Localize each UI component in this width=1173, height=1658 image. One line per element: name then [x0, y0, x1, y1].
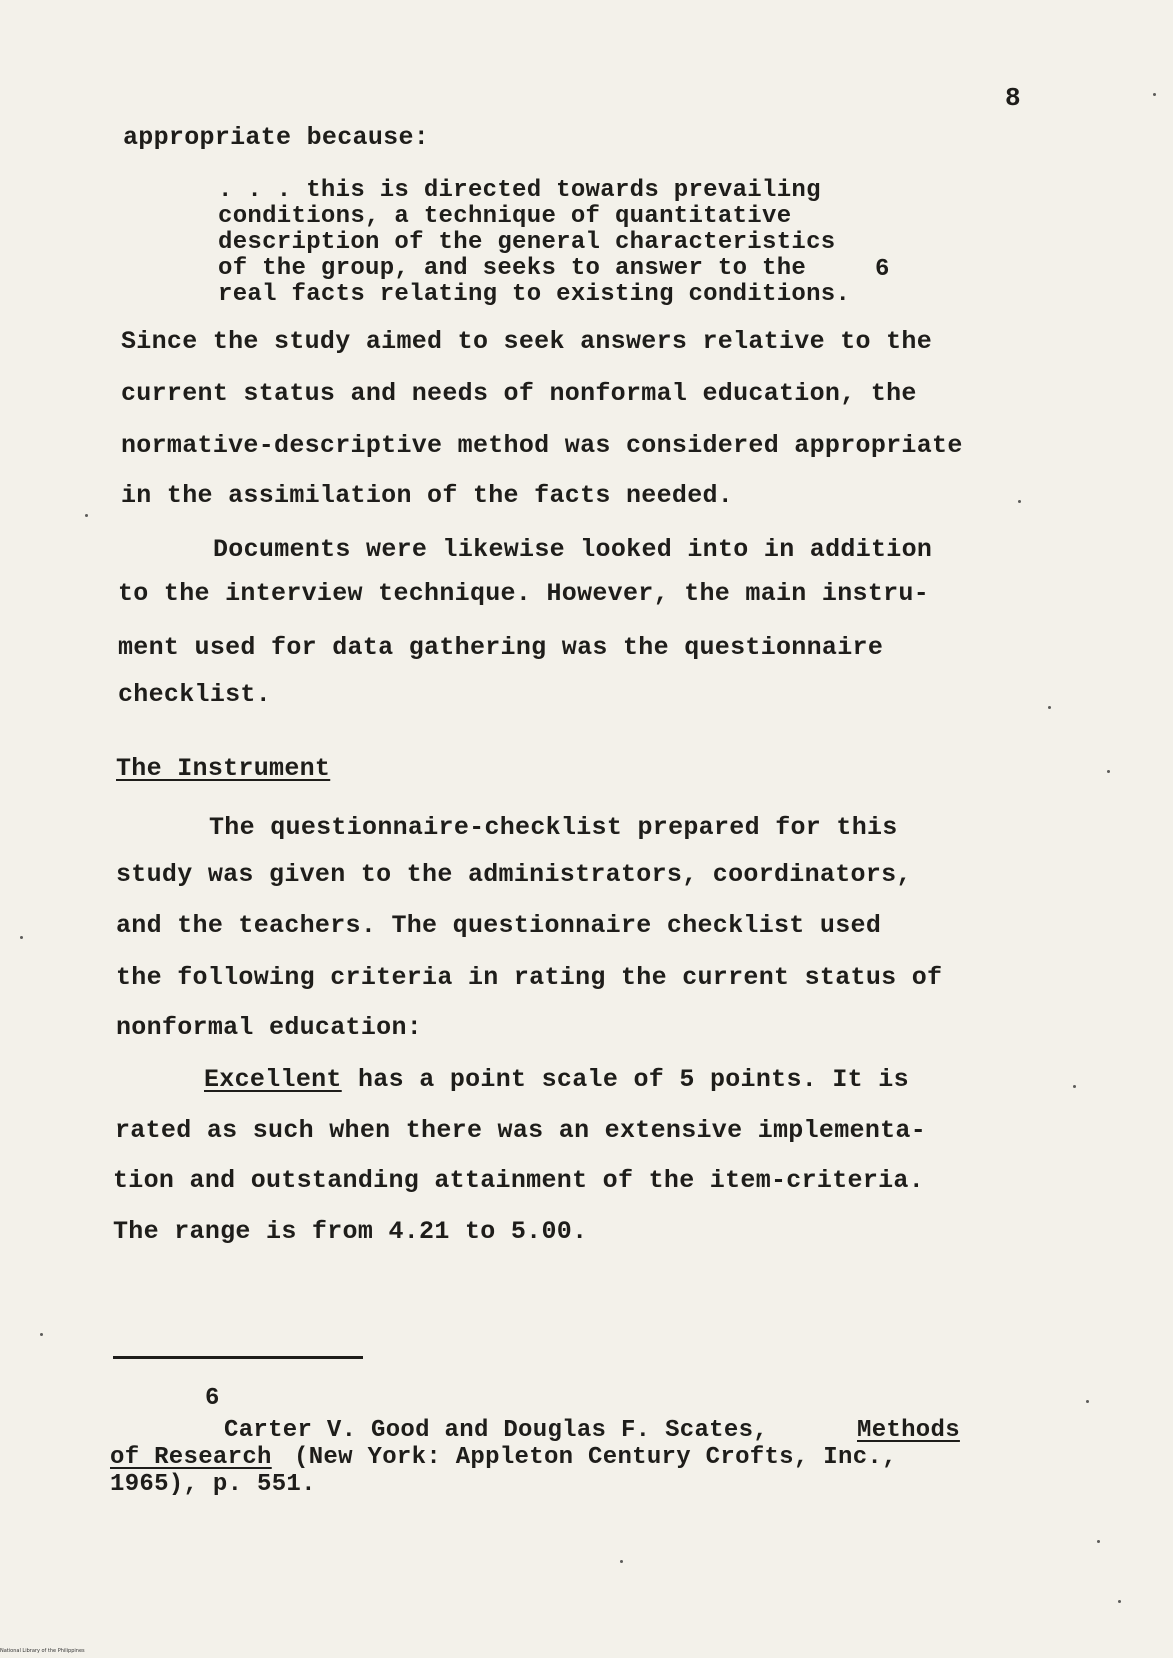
quote-line: . . . this is directed towards prevailing: [218, 177, 821, 204]
text-line: ment used for data gathering was the questionnaire: [118, 633, 884, 662]
quote-line: conditions, a technique of quantitative: [218, 203, 792, 230]
text-line: current status and needs of nonformal education, the: [121, 379, 917, 408]
page-number: 8: [1005, 83, 1021, 113]
text-line: normative-descriptive method was considered appropriate: [121, 431, 963, 460]
scan-speck: [1107, 770, 1110, 773]
scan-speck: [1048, 706, 1051, 709]
scan-speck: [620, 1560, 623, 1563]
section-heading: The Instrument: [116, 754, 331, 783]
text-line: nonformal education:: [116, 1013, 423, 1042]
scan-speck: [20, 936, 23, 939]
text-line: Since the study aimed to seek answers relative to the: [121, 327, 933, 356]
library-footer: National Library of the Philippines: [0, 1648, 85, 1654]
text-line: The range is from 4.21 to 5.00.: [113, 1217, 588, 1246]
text-line: checklist.: [118, 680, 272, 709]
excellent-label: Excellent: [204, 1065, 342, 1094]
text-line: Documents were likewise looked into in addition: [213, 535, 933, 564]
footnote-reference: 6: [875, 256, 890, 283]
scan-speck: [85, 514, 88, 517]
scan-speck: [1073, 1085, 1076, 1088]
scan-speck: [1097, 1540, 1100, 1543]
footnote-marker: 6: [205, 1385, 220, 1412]
text-line: and the teachers. The questionnaire checklist used: [116, 911, 882, 940]
quote-line: description of the general characteristics: [218, 229, 836, 256]
footnote-line: (New York: Appleton Century Crofts, Inc.,: [294, 1444, 897, 1471]
footnote-line: 1965), p. 551.: [110, 1471, 316, 1498]
scan-speck: [1118, 1600, 1121, 1603]
text-line: has a point scale of 5 points. It is: [358, 1065, 909, 1094]
text-line: rated as such when there was an extensive implementa-: [115, 1116, 927, 1145]
quote-line: of the group, and seeks to answer to the: [218, 255, 807, 282]
text-line: to the interview technique. However, the main instru-: [118, 579, 930, 608]
footnote-title: of Research: [110, 1444, 272, 1471]
text-line: study was given to the administrators, coordinators,: [116, 860, 912, 889]
quote-line: real facts relating to existing conditions.: [218, 281, 851, 308]
scan-speck: [1018, 500, 1021, 503]
text-line: tion and outstanding attainment of the item-criteria.: [113, 1166, 925, 1195]
text-line: The questionnaire-checklist prepared for this: [209, 813, 898, 842]
scan-speck: [1153, 93, 1156, 96]
text-line: appropriate because:: [123, 123, 430, 152]
footnote-rule: [113, 1356, 363, 1359]
text-line: in the assimilation of the facts needed.: [121, 481, 734, 510]
footnote-line: Carter V. Good and Douglas F. Scates,: [224, 1417, 768, 1444]
scan-speck: [1086, 1400, 1089, 1403]
text-line: the following criteria in rating the current status of: [116, 963, 943, 992]
scan-speck: [40, 1333, 43, 1336]
footnote-title: Methods: [857, 1417, 960, 1444]
